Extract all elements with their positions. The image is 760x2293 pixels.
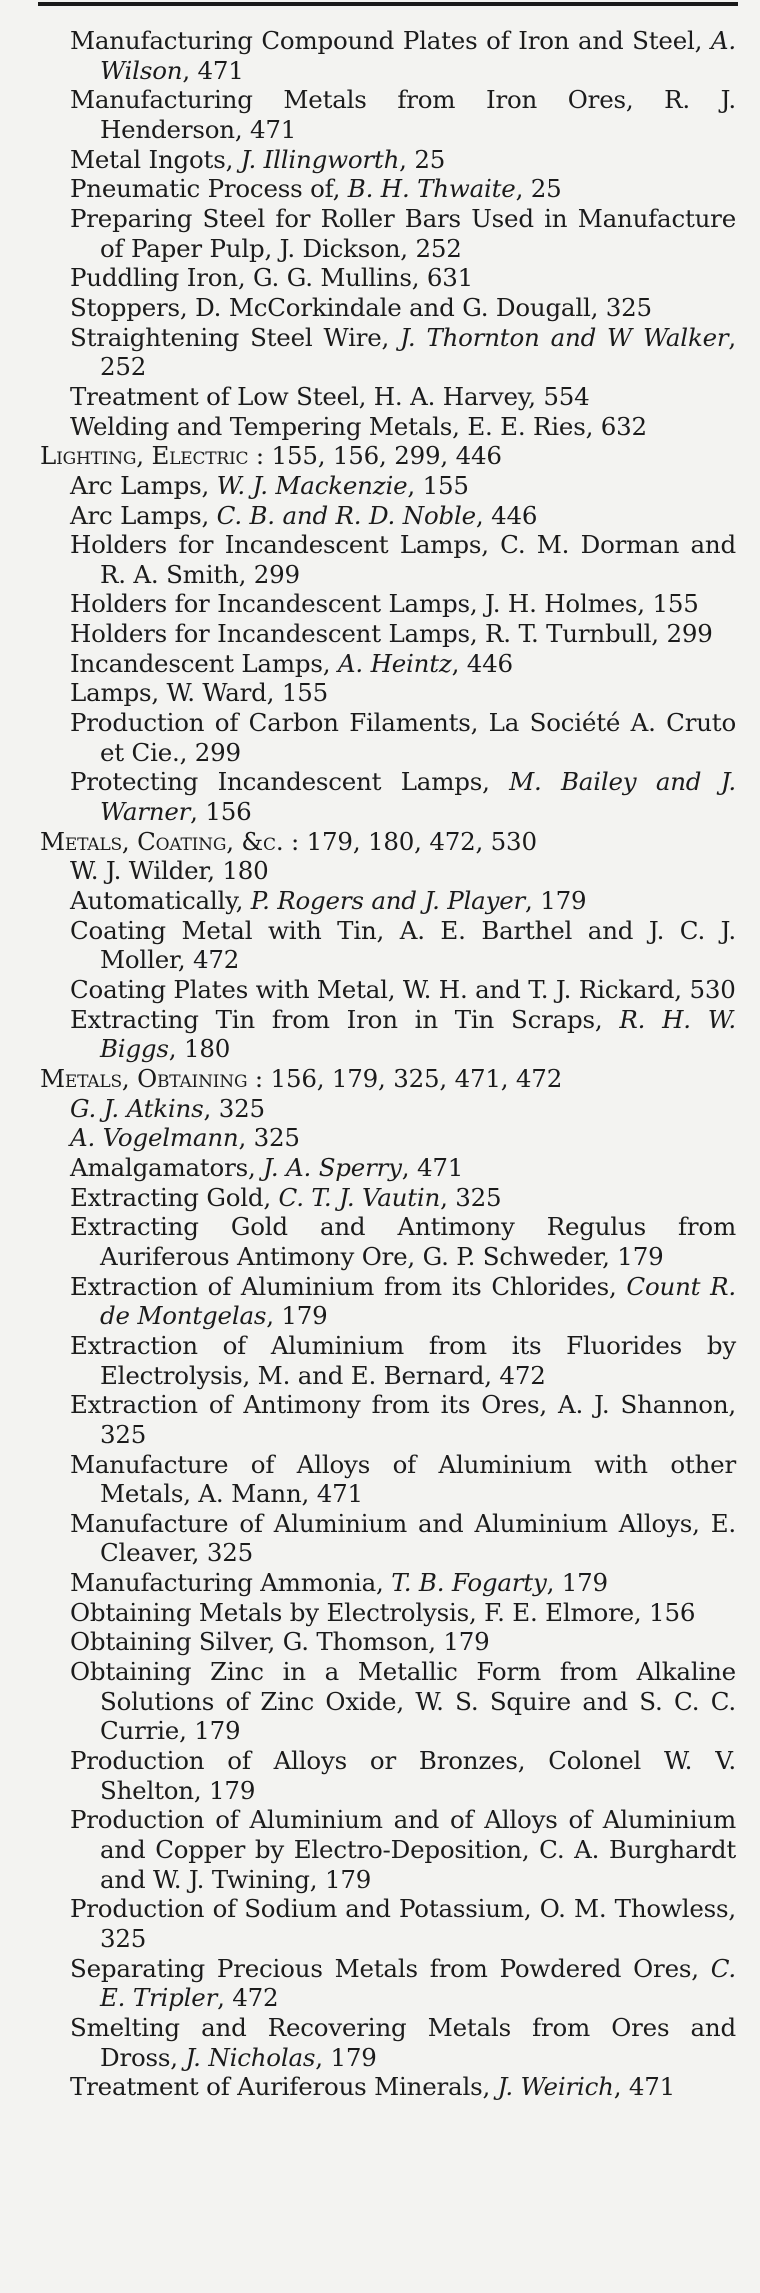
entry-text: , 471: [401, 1152, 464, 1182]
entry-text: Extraction of Aluminium from its Chlorides,: [70, 1271, 627, 1301]
index-entry: [40, 1331, 736, 1390]
heading-title: Metals, Coating, &c.: [40, 826, 284, 856]
entry-text: Production of Alloys or Bronzes, Colonel W. V. Shelton, 179: [70, 1746, 736, 1805]
index-entry: [40, 1746, 736, 1805]
entry-text: Extracting Tin from Iron in Tin Scraps,: [70, 1004, 620, 1034]
index-entry: [40, 1005, 736, 1064]
index-entry: [40, 649, 736, 679]
entry-text: Extraction of Antimony from its Ores, A. J. Shannon, 325: [70, 1390, 736, 1449]
entry-text: Puddling Iron, G. G. Mullins, 631: [70, 263, 474, 293]
entry-text: Straightening Steel Wire,: [70, 322, 401, 352]
index-entry: [40, 1894, 736, 1953]
author-name: J. Thornton and W Walker: [400, 322, 729, 352]
entry-text: , 179: [525, 886, 587, 916]
entry-text: Coating Plates with Metal, W. H. and T. J. Rickard, 530: [70, 975, 736, 1004]
entry-text: , 180: [168, 1034, 231, 1064]
heading-title: Metals, Obtaining: [40, 1063, 248, 1093]
entry-text: Arc Lamps,: [70, 470, 217, 500]
entry-text: Obtaining Zinc in a Metallic Form from Alkaline Solutions of Zinc Oxide, W. S. Squire and S. C. C. Currie, 179: [70, 1657, 736, 1746]
entry-text: , 446: [475, 500, 538, 530]
index-column: [40, 26, 736, 2102]
entry-text: , 325: [203, 1093, 265, 1123]
entry-text: Metal Ingots,: [70, 144, 241, 174]
author-name: A. Vogelmann: [70, 1123, 239, 1153]
entry-text: , 471: [613, 2072, 676, 2102]
entry-text: Arc Lamps,: [70, 500, 217, 530]
index-entry: [40, 412, 736, 442]
author-name: W. J. Mackenzie: [216, 470, 408, 500]
index-entry: [40, 916, 736, 975]
entry-text: Extracting Gold and Antimony Regulus from Auriferous Antimony Ore, G. P. Schweder, 179: [70, 1212, 736, 1271]
entry-text: , 156: [190, 797, 252, 827]
entry-text: W. J. Wilder, 180: [70, 856, 269, 886]
entry-text: , 155: [407, 470, 469, 500]
entry-text: Manufacturing Metals from Iron Ores, R. J. Henderson, 471: [70, 85, 736, 144]
index-entry: [40, 26, 736, 85]
index-entry: [40, 2013, 736, 2072]
index-entry: [40, 501, 736, 531]
entry-text: Manufacturing Compound Plates of Iron and Steel,: [70, 26, 711, 55]
entry-text: , 179: [315, 2042, 377, 2072]
index-entry: [40, 619, 736, 649]
index-entry: [40, 204, 736, 263]
entry-text: Smelting and Recovering Metals from Ores and Dross,: [70, 2012, 736, 2072]
index-heading: [40, 441, 736, 471]
author-name: M. Bailey and J. Warner: [100, 767, 737, 827]
index-entry: [40, 1272, 736, 1331]
entry-text: Holders for Incandescent Lamps, C. M. Dorman and R. A. Smith, 299: [70, 530, 736, 589]
author-name: C. T. J. Vautin: [278, 1182, 441, 1212]
entry-text: Protecting Incandescent Lamps,: [70, 767, 510, 797]
index-entry: [40, 1805, 736, 1894]
entry-text: Automatically,: [70, 886, 251, 916]
index-entry: [40, 2072, 736, 2102]
entry-text: Manufacture of Alloys of Aluminium with other Metals, A. Mann, 471: [70, 1449, 736, 1509]
index-entry: [40, 1183, 736, 1213]
entry-text: : 155, 156, 299, 446: [248, 441, 502, 471]
entry-text: Extracting Gold,: [70, 1182, 279, 1212]
entry-text: Obtaining Metals by Electrolysis, F. E. Elmore, 156: [70, 1597, 696, 1627]
entry-text: , 25: [399, 144, 446, 174]
entry-text: : 179, 180, 472, 530: [283, 826, 537, 856]
index-entry: [40, 263, 736, 293]
entry-text: Lamps, W. Ward, 155: [70, 678, 329, 708]
author-name: J. Weirich: [497, 2072, 614, 2102]
entry-text: Manufacturing Ammonia,: [70, 1568, 392, 1598]
entry-text: Holders for Incandescent Lamps, J. H. Holmes, 155: [70, 589, 699, 619]
entry-text: Production of Carbon Filaments, La Société A. Cruto et Cie., 299: [70, 708, 736, 767]
author-name: P. Rogers and J. Player: [250, 886, 526, 916]
entry-text: Production of Sodium and Potassium, O. M. Thowless, 325: [70, 1894, 736, 1953]
index-entry: [40, 767, 736, 826]
entry-text: Obtaining Silver, G. Thomson, 179: [70, 1627, 490, 1657]
index-entry: [40, 1598, 736, 1628]
author-name: G. J. Atkins: [70, 1093, 204, 1123]
author-name: T. B. Fogarty: [391, 1568, 547, 1598]
entry-text: Treatment of Auriferous Minerals,: [70, 2072, 498, 2102]
index-entry: [40, 1450, 736, 1509]
index-entry: [40, 1123, 736, 1153]
entry-text: , 325: [238, 1123, 300, 1153]
index-entry: [40, 589, 736, 619]
index-entry: [40, 1153, 736, 1183]
entry-text: Amalgamators,: [70, 1152, 264, 1182]
author-name: C. E. Tripler: [100, 1953, 736, 2013]
index-entry: [40, 85, 736, 144]
index-heading: [40, 1064, 736, 1094]
entry-text: , 471: [182, 55, 244, 85]
heading-title: Lighting, Electric: [40, 441, 249, 471]
entry-text: , 179: [546, 1568, 608, 1598]
entry-text: Pneumatic Process of,: [70, 174, 348, 204]
index-entry: [40, 1390, 736, 1449]
index-entry: [40, 856, 736, 886]
index-entry: [40, 174, 736, 204]
index-entry: [40, 1212, 736, 1271]
author-name: A. Heintz: [337, 648, 452, 678]
entry-text: , 252: [100, 322, 736, 382]
index-entry: [40, 1568, 736, 1598]
index-entry: [40, 975, 736, 1005]
index-entry: [40, 293, 736, 323]
entry-text: , 472: [217, 1983, 279, 2013]
author-name: J. Illingworth: [240, 144, 400, 174]
entry-text: Coating Metal with Tin, A. E. Barthel and J. C. J. Moller, 472: [70, 915, 736, 975]
index-entry: [40, 886, 736, 916]
entry-text: Separating Precious Metals from Powdered Ores,: [70, 1953, 711, 1983]
index-entry: [40, 708, 736, 767]
index-entry: [40, 1657, 736, 1746]
top-rule: [38, 2, 738, 6]
entry-text: Production of Aluminium and of Alloys of Aluminium and Copper by Electro-Deposition, C. A. Burghardt and W. J. Twining, 179: [70, 1805, 736, 1894]
index-entry: [40, 323, 736, 382]
entry-text: Holders for Incandescent Lamps, R. T. Turnbull, 299: [70, 619, 713, 649]
index-entry: [40, 1509, 736, 1568]
index-entry: [40, 471, 736, 501]
entry-text: : 156, 179, 325, 471, 472: [247, 1063, 563, 1093]
author-name: B. H. Thwaite: [347, 174, 516, 204]
author-name: J. A. Sperry: [263, 1152, 402, 1182]
author-name: Count R. de Montgelas: [100, 1271, 737, 1331]
entry-text: Extraction of Aluminium from its Fluorides by Electrolysis, M. and E. Bernard, 472: [70, 1330, 736, 1390]
index-entry: [40, 678, 736, 708]
entry-text: , 325: [440, 1182, 502, 1212]
entry-text: , 446: [451, 648, 513, 678]
index-entry: [40, 530, 736, 589]
index-entry: [40, 145, 736, 175]
entry-text: Stoppers, D. McCorkindale and G. Dougall, 325: [70, 292, 652, 322]
author-name: J. Nicholas: [185, 2042, 316, 2072]
entry-text: , 179: [266, 1301, 328, 1331]
author-name: A. Wilson: [100, 26, 736, 85]
index-entry: [40, 1627, 736, 1657]
author-name: C. B. and R. D. Noble: [216, 500, 476, 530]
index-entry: [40, 382, 736, 412]
entry-text: Welding and Tempering Metals, E. E. Ries, 632: [70, 411, 647, 441]
entry-text: Incandescent Lamps,: [70, 648, 338, 678]
entry-text: Preparing Steel for Roller Bars Used in Manufacture of Paper Pulp, J. Dickson, 252: [70, 203, 736, 263]
index-entry: [40, 1954, 736, 2013]
entry-text: Treatment of Low Steel, H. A. Harvey, 554: [70, 381, 590, 411]
index-entry: [40, 1094, 736, 1124]
entry-text: , 25: [515, 174, 562, 204]
entry-text: Manufacture of Aluminium and Aluminium Alloys, E. Cleaver, 325: [70, 1508, 736, 1568]
index-heading: [40, 827, 736, 857]
author-name: R. H. W. Biggs: [100, 1004, 736, 1064]
